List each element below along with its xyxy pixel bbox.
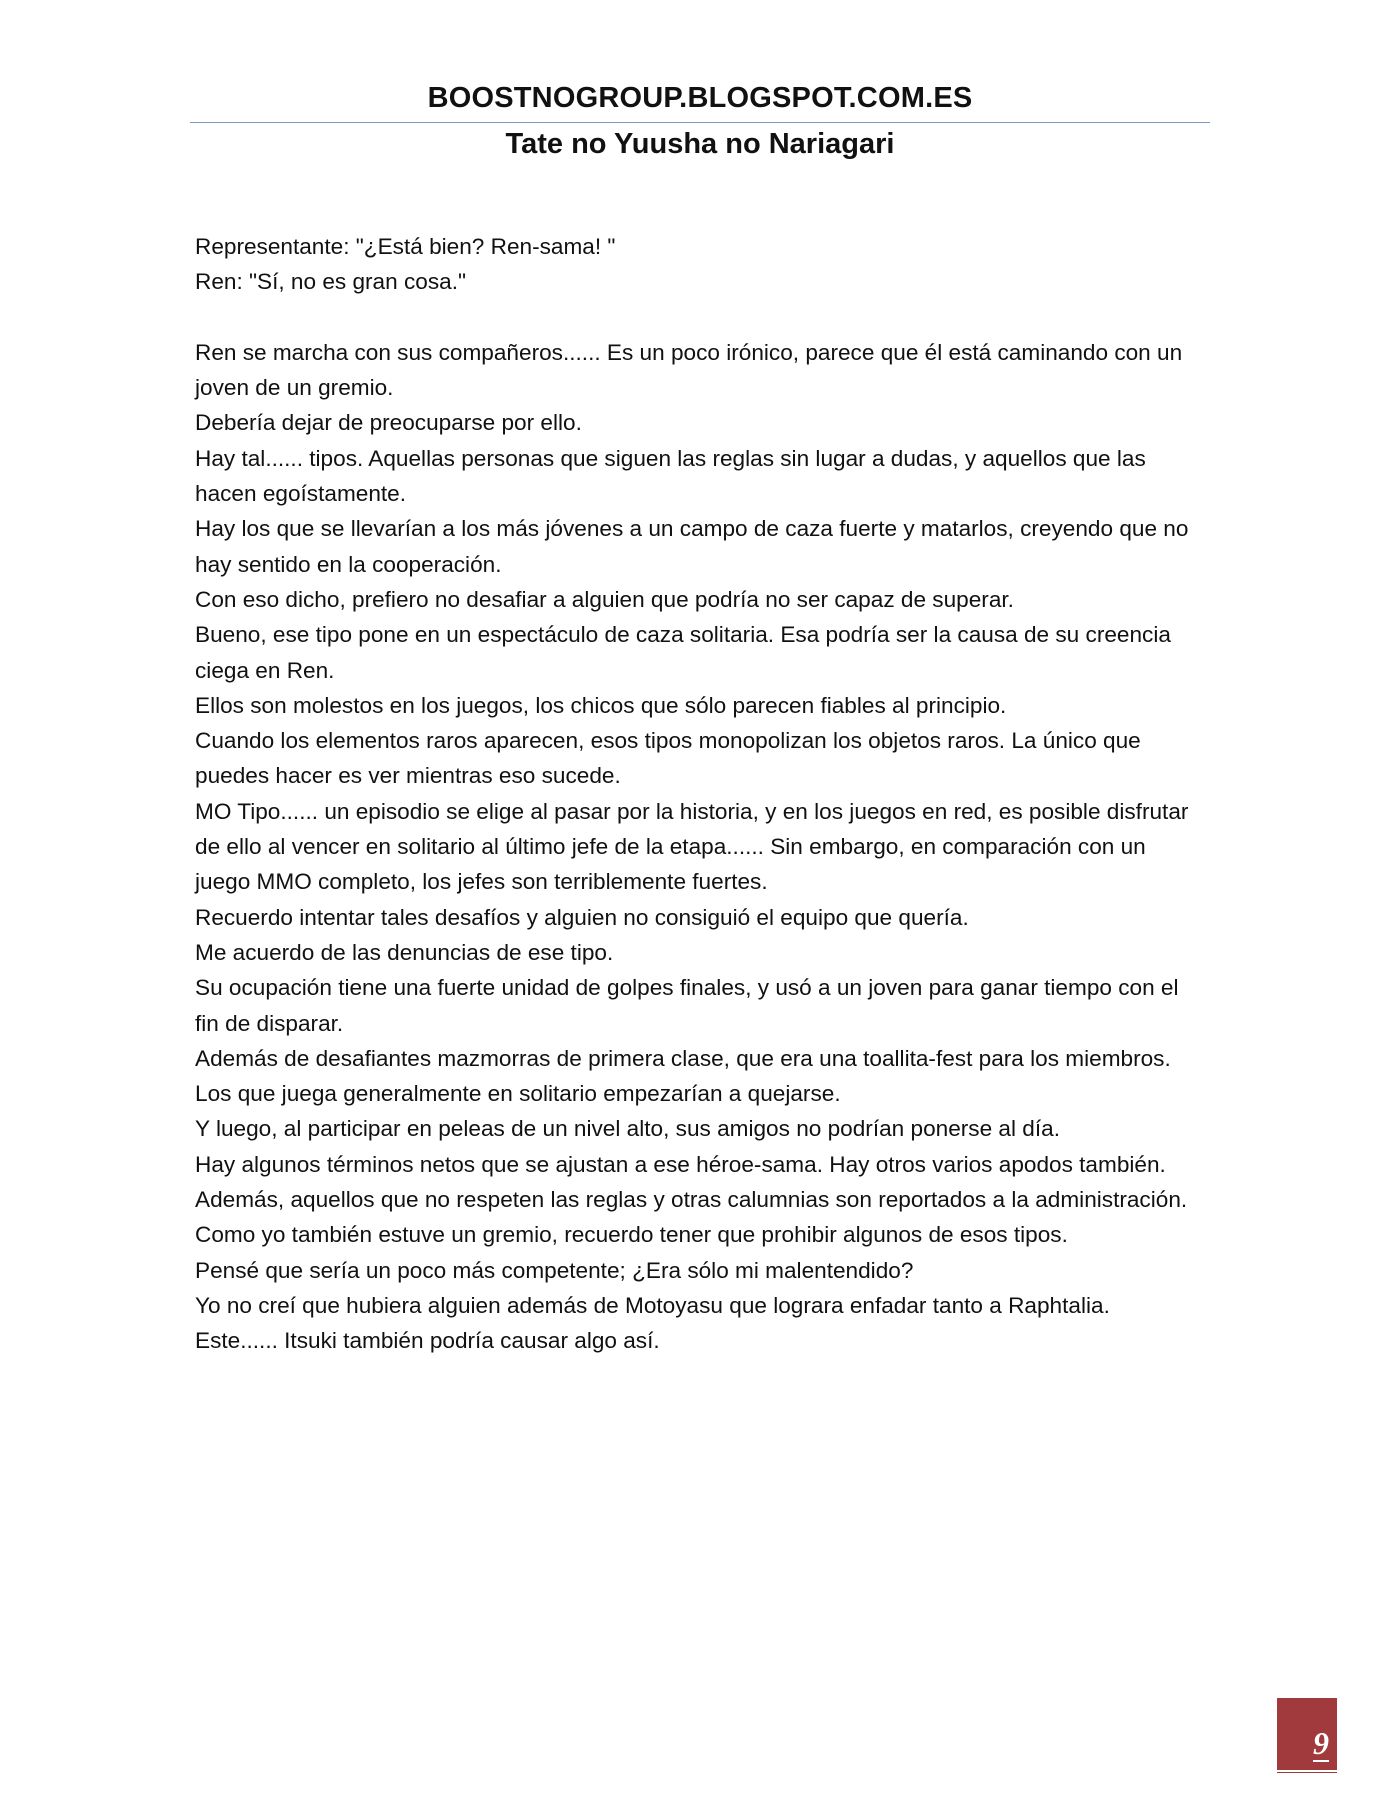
body-line: hacen egoístamente. [195, 481, 407, 507]
body-line: Bueno, ese tipo pone en un espectáculo de caza solitaria. Esa podría ser la causa de su creencia [195, 622, 1171, 648]
body-line: Me acuerdo de las denuncias de ese tipo. [195, 939, 614, 965]
body-line: puedes hacer es ver mientras eso sucede. [195, 763, 621, 789]
body-line: Este...... Itsuki también podría causar algo así. [195, 1328, 660, 1354]
document-body [195, 229, 1215, 1359]
body-line: hay sentido en la cooperación. [195, 551, 502, 577]
body-line: joven de un gremio. [195, 375, 394, 401]
document-title: Tate no Yuusha no Nariagari [505, 128, 895, 160]
body-line: MO Tipo...... un episodio se elige al pasar por la historia, y en los juegos en red, es posible disfrutar [195, 798, 1189, 824]
body-line: Y luego, al participar en peleas de un nivel alto, sus amigos no podrían ponerse al día. [195, 1116, 1060, 1142]
body-line: Cuando los elementos raros aparecen, esos tipos monopolizan los objetos raros. La único que [195, 728, 1141, 754]
page-number-badge [1277, 1698, 1337, 1770]
body-line: fin de disparar. [195, 1010, 344, 1036]
dialogue-line: Representante: "¿Está bien? Ren-sama! " [195, 234, 616, 259]
body-line: Además, aquellos que no respeten las reglas y otras calumnias son reportados a la administración. [195, 1187, 1188, 1213]
body-line: Con eso dicho, prefiero no desafiar a alguien que podría no ser capaz de superar. [195, 586, 1014, 612]
dialogue-line: Ren: "Sí, no es gran cosa." [195, 269, 466, 295]
paragraph-gap [195, 300, 1215, 335]
page-number: 9 [1313, 1725, 1329, 1761]
site-header: BOOSTNOGROUP.BLOGSPOT.COM.ES [427, 82, 973, 114]
page-number-underline [1277, 1772, 1337, 1773]
body-line: Ren se marcha con sus compañeros...... Es un poco irónico, parece que él está caminando con un [195, 339, 1183, 365]
body-line: Hay los que se llevarían a los más jóvenes a un campo de caza fuerte y matarlos, creyendo que no [195, 516, 1189, 542]
body-line: Como yo también estuve un gremio, recuerdo tener que prohibir algunos de esos tipos. [195, 1222, 1068, 1248]
body-line: ciega en Ren. [195, 657, 335, 683]
body-line: Su ocupación tiene una fuerte unidad de golpes finales, y usó a un joven para ganar tiempo con el [195, 975, 1179, 1001]
body-line: Además de desafiantes mazmorras de primera clase, que era una toallita-fest para los miembros. [195, 1045, 1171, 1071]
body-line: Recuerdo intentar tales desafíos y alguien no consiguió el equipo que quería. [195, 904, 969, 930]
header-divider [190, 122, 1210, 123]
body-line: juego MMO completo, los jefes son terriblemente fuertes. [195, 869, 768, 895]
body-line: de ello al vencer en solitario al último jefe de la etapa...... Sin embargo, en comparación con un [195, 834, 1146, 860]
body-line: Hay algunos términos netos que se ajustan a ese héroe-sama. Hay otros varios apodos también. [195, 1151, 1166, 1177]
body-line: Yo no creí que hubiera alguien además de Motoyasu que lograra enfadar tanto a Raphtalia. [195, 1292, 1110, 1318]
body-line: Pensé que sería un poco más competente; ¿Era sólo mi malentendido? [195, 1257, 914, 1283]
body-line: Hay tal...... tipos. Aquellas personas que siguen las reglas sin lugar a dudas, y aquellos que las [195, 445, 1146, 471]
body-line: Debería dejar de preocuparse por ello. [195, 410, 582, 436]
body-line: Ellos son molestos en los juegos, los chicos que sólo parecen fiables al principio. [195, 692, 1007, 718]
body-line: Los que juega generalmente en solitario empezarían a quejarse. [195, 1081, 841, 1107]
